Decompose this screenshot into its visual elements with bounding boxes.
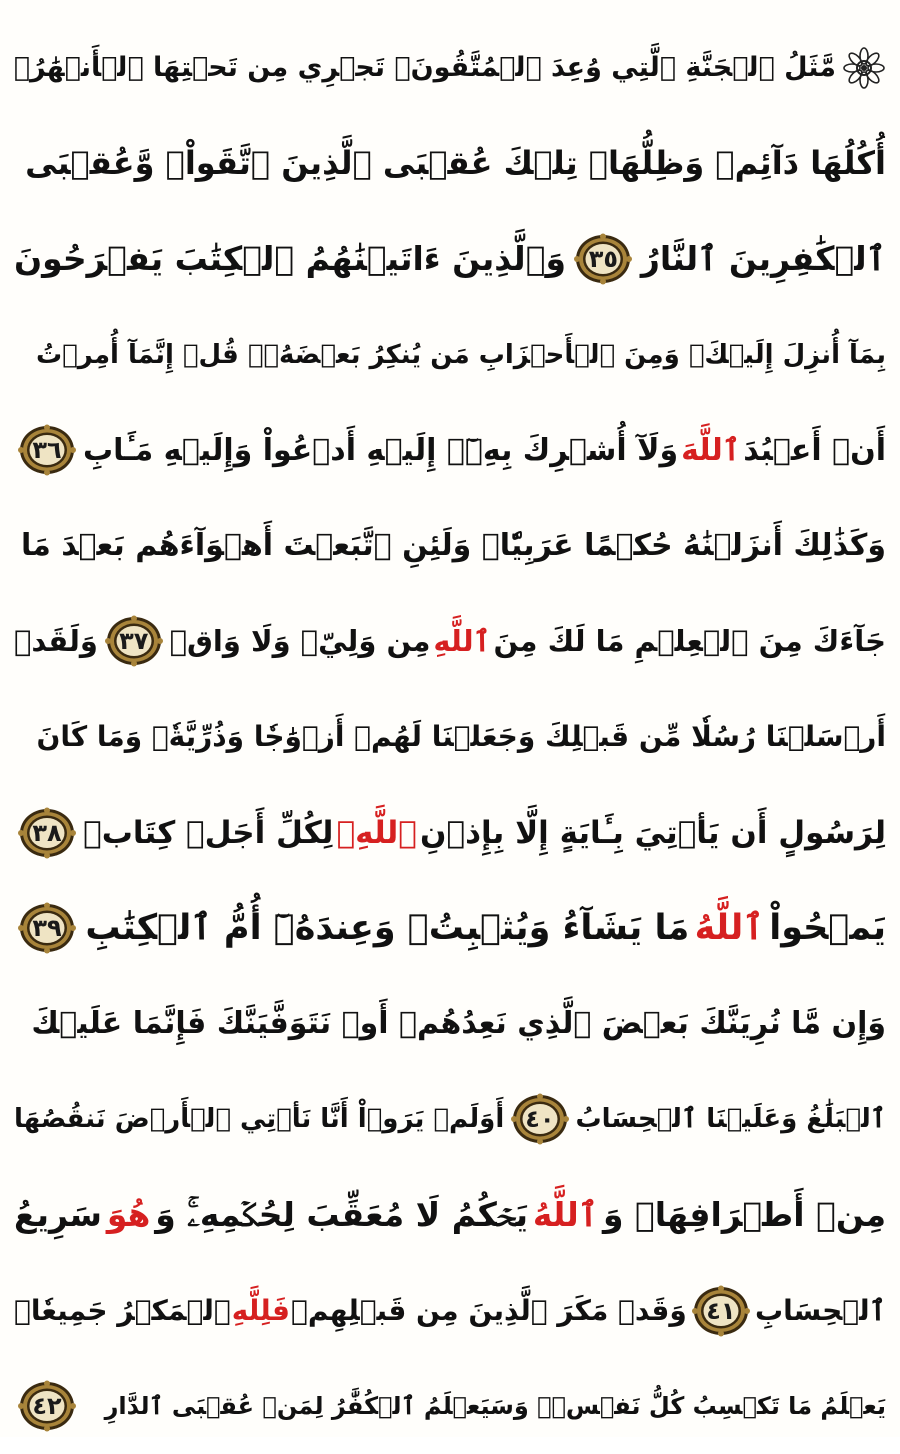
verse-text: ٱلۡحِسَابِ — [754, 1294, 886, 1328]
verse-text: وَإِن مَّا نُرِيَنَّكَ بَعۡضَ ٱلَّذِي نَعِدُهُمۡ أَوۡ نَتَوَفَّيَنَّكَ فَإِنَّمَا عَلَيۡكَ — [31, 1006, 886, 1042]
verse-lines — [14, 20, 886, 1454]
verse-text: وَلَقَدۡ — [14, 624, 98, 659]
verse-text: مَّثَلُ ٱلۡجَنَّةِ ٱلَّتِي وُعِدَ ٱلۡمُتَّقُونَۖ تَجۡرِي مِن تَحۡتِهَا ٱلۡأَنۡهَٰرُۖ — [14, 52, 836, 84]
verse-text: جَآءَكَ مِنَ ٱلۡعِلۡمِ مَا لَكَ مِنَ — [493, 624, 886, 659]
divine-name-text: ٱللَّهَ — [681, 432, 741, 468]
verse-line — [14, 1072, 886, 1168]
ayah-number: ٣٩ — [32, 914, 62, 943]
verse-line — [14, 116, 886, 212]
verse-text: مَا يَشَآءُ وَيُثۡبِتُۖ وَعِندَهُۥٓ أُمُّ ٱلۡكِتَٰبِ — [85, 908, 690, 949]
divine-name-text: ٱللَّهِ — [433, 624, 491, 659]
verse-text: لِكُلِّ أَجَلٖ كِتَابٞ — [83, 814, 334, 851]
divine-name-text: هُوَ — [106, 1195, 151, 1235]
verse-text: ٱلۡكَٰفِرِينَ ٱلنَّارُ — [640, 239, 886, 279]
ayah-number: ٣٥ — [588, 244, 619, 273]
verse-text: أُكُلُهَا دَآئِمٞ وَظِلُّهَاۚ تِلۡكَ عُقۡبَى ٱلَّذِينَ ٱتَّقَواْۖ وَّعُقۡبَى — [25, 144, 886, 183]
verse-text: يَحۡكُمُ لَا مُعَقِّبَ لِحُكۡمِهِۦۚ وَ — [155, 1194, 528, 1234]
ayah-number: ٤٠ — [525, 1105, 555, 1134]
ayah-marker-icon — [18, 424, 76, 476]
verse-line — [14, 976, 886, 1072]
verse-text: أَوَلَمۡ يَرَوۡاْ أَنَّا نَأۡتِي ٱلۡأَرۡضَ نَنقُصُهَا — [14, 1104, 505, 1135]
verse-text: أَرۡسَلۡنَا رُسُلٗا مِّن قَبۡلِكَ وَجَعَلۡنَا لَهُمۡ أَزۡوَٰجٗا وَذُرِّيَّةٗۚ وَمَا كَانَ — [36, 720, 886, 754]
divine-name-text: ٱللَّهُ — [694, 908, 764, 949]
verse-line — [14, 785, 886, 881]
verse-line — [14, 20, 886, 116]
ayah-number: ٣٨ — [32, 818, 62, 847]
ayah-marker-icon — [574, 233, 632, 285]
verse-text: لِرَسُولٍ أَن يَأۡتِيَ بِـَٔايَةٍ إِلَّا بِإِذۡنِ — [420, 814, 886, 851]
verse-text: يَمۡحُواْ — [769, 908, 886, 949]
divine-name-text: ٱللَّهِۗ — [336, 814, 417, 851]
verse-text: وَقَدۡ مَكَرَ ٱلَّذِينَ مِن قَبۡلِهِمۡ — [291, 1294, 687, 1328]
verse-text: وَكَذَٰلِكَ أَنزَلۡنَٰهُ حُكۡمًا عَرَبِيّٗاۚ وَلَئِنِ ٱتَّبَعۡتَ أَهۡوَآءَهُم بَعۡدَ مَا — [20, 528, 886, 564]
verse-line — [14, 307, 886, 403]
verse-text: سَرِيعُ — [14, 1195, 102, 1235]
verse-line — [14, 1263, 886, 1359]
verse-text: مِنۡ أَطۡرَافِهَاۚ وَ — [602, 1195, 886, 1235]
verse-line — [14, 402, 886, 498]
ayah-marker-icon — [18, 807, 76, 859]
ayah-number: ٣٦ — [32, 436, 62, 465]
ayah-number: ٣٧ — [119, 627, 149, 656]
verse-line — [14, 211, 886, 307]
ornament-rosette-icon — [842, 46, 886, 90]
ayah-marker-icon — [692, 1285, 750, 1337]
verse-text: بِمَآ أُنزِلَ إِلَيۡكَۖ وَمِنَ ٱلۡأَحۡزَابِ مَن يُنكِرُ بَعۡضَهُۥۚ قُلۡ إِنَّمَآ أُمِرۡتُ — [36, 339, 886, 370]
verse-line — [14, 594, 886, 690]
ayah-marker-icon — [511, 1093, 569, 1145]
verse-text: وَلَآ أُشۡرِكَ بِهِۦٓۚ إِلَيۡهِ أَدۡعُواْ وَإِلَيۡهِ مَـَٔابِ — [82, 432, 679, 468]
verse-line — [14, 1358, 886, 1454]
verse-line — [14, 689, 886, 785]
verse-line — [14, 880, 886, 976]
divine-name-text: ٱللَّهُ — [532, 1195, 599, 1235]
divine-name-text: فَلِلَّهِ — [231, 1294, 290, 1328]
ayah-marker-icon — [18, 902, 76, 954]
verse-text: أَنۡ أَعۡبُدَ — [743, 432, 886, 468]
ayah-marker-icon — [105, 615, 163, 667]
verse-text: يَعۡلَمُ مَا تَكۡسِبُ كُلُّ نَفۡسٖۗ وَسَيَعۡلَمُ ٱلۡكُفَّٰرُ لِمَنۡ عُقۡبَى ٱلدَّارِ — [104, 1392, 886, 1421]
verse-text: ٱلۡبَلَٰغُ وَعَلَيۡنَا ٱلۡحِسَابُ — [575, 1104, 886, 1135]
ayah-marker-icon — [18, 1380, 76, 1432]
ayah-number: ٤٢ — [32, 1392, 62, 1421]
verse-text: مِن وَلِيّٖ وَلَا وَاقٖ — [169, 624, 431, 659]
ayah-number: ٤١ — [706, 1296, 736, 1325]
verse-text: وَٱلَّذِينَ ءَاتَيۡنَٰهُمُ ٱلۡكِتَٰبَ يَفۡرَحُونَ — [14, 239, 567, 279]
verse-line — [14, 498, 886, 594]
verse-text: ٱلۡمَكۡرُ جَمِيعٗاۖ — [14, 1294, 231, 1328]
verse-line — [14, 1167, 886, 1263]
